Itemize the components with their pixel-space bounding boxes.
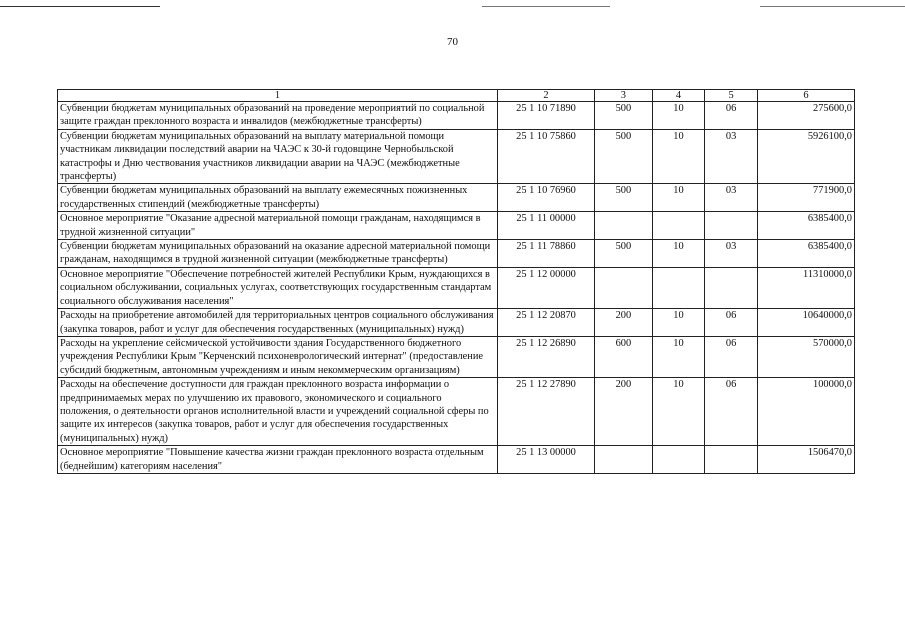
page-number: 70 — [447, 36, 458, 48]
row-name: Субвенции бюджетам муниципальных образований на выплату ежемесячных пожизненных государственных стипендий (межбюджетные трансферты) — [58, 184, 498, 212]
table-row — [58, 212, 855, 240]
table-row — [58, 336, 855, 377]
column-header-vr: 3 — [595, 90, 653, 102]
row-subsection — [705, 267, 758, 308]
row-code: 25 1 10 71890 — [497, 102, 594, 130]
row-subsection: 06 — [705, 336, 758, 377]
row-name: Основное мероприятие "Оказание адресной материальной помощи гражданам, находящимся в трудной жизненной ситуации" — [58, 212, 498, 240]
row-sum: 6385400,0 — [757, 240, 854, 268]
row-subsection: 03 — [705, 184, 758, 212]
row-name: Расходы на укрепление сейсмической устойчивости здания Государственного бюджетного учреждения Республики Крым "Керченский психоневрологический интернат" (предоставление субсидий бюджетным, автономным учреждениям и иным некоммерческим организациям) — [58, 336, 498, 377]
table-row — [58, 309, 855, 337]
row-code: 25 1 11 78860 — [497, 240, 594, 268]
row-section: 10 — [652, 336, 705, 377]
row-code: 25 1 12 00000 — [497, 267, 594, 308]
table-row — [58, 129, 855, 184]
row-sum: 11310000,0 — [757, 267, 854, 308]
table-row — [58, 184, 855, 212]
row-subsection: 06 — [705, 378, 758, 446]
row-section: 10 — [652, 102, 705, 130]
row-sum: 570000,0 — [757, 336, 854, 377]
row-subsection: 03 — [705, 129, 758, 184]
budget-table — [57, 89, 855, 474]
row-section: 10 — [652, 129, 705, 184]
row-sum: 771900,0 — [757, 184, 854, 212]
column-header-code: 2 — [497, 90, 594, 102]
row-name: Субвенции бюджетам муниципальных образований на выплату материальной помощи участникам ликвидации последствий аварии на ЧАЭС к 30-й годовщине Чернобыльской катастрофы и Дню чествования участников ликвидации аварии на ЧАЭС (межбюджетные трансферты) — [58, 129, 498, 184]
column-header-name: 1 — [58, 90, 498, 102]
row-section — [652, 446, 705, 474]
row-name: Основное мероприятие "Обеспечение потребностей жителей Республики Крым, нуждающихся в социальном обслуживании, социальных услугах, соответствующих государственным стандартам социального обслуживания населения" — [58, 267, 498, 308]
row-expense-type: 500 — [595, 129, 653, 184]
row-sum: 1506470,0 — [757, 446, 854, 474]
row-expense-type — [595, 267, 653, 308]
row-code: 25 1 13 00000 — [497, 446, 594, 474]
scan-artifact-line — [482, 6, 610, 7]
row-subsection: 06 — [705, 309, 758, 337]
column-header-sum: 6 — [757, 90, 854, 102]
row-code: 25 1 11 00000 — [497, 212, 594, 240]
row-sum: 10640000,0 — [757, 309, 854, 337]
table-row — [58, 378, 855, 446]
row-sum: 6385400,0 — [757, 212, 854, 240]
table-header-row — [58, 90, 855, 102]
row-name: Основное мероприятие "Повышение качества жизни граждан преклонного возраста отдельным (беднейшим) категориям населения" — [58, 446, 498, 474]
row-expense-type: 600 — [595, 336, 653, 377]
row-subsection — [705, 446, 758, 474]
table-row — [58, 102, 855, 130]
row-section: 10 — [652, 378, 705, 446]
row-name: Расходы на обеспечение доступности для граждан преклонного возраста информации о предпринимаемых мерах по улучшению их правового, экономического и социального положения, о деятельности органов исполнительной власти и учреждений социальной сферы по защите их интересов (закупка товаров, работ и услуг для обеспечения государственных (муниципальных) нужд) — [58, 378, 498, 446]
row-subsection: 06 — [705, 102, 758, 130]
row-expense-type — [595, 446, 653, 474]
row-code: 25 1 12 26890 — [497, 336, 594, 377]
column-header-rz: 4 — [652, 90, 705, 102]
table-row — [58, 446, 855, 474]
row-expense-type: 500 — [595, 102, 653, 130]
scan-artifact-line — [760, 6, 905, 7]
row-sum: 275600,0 — [757, 102, 854, 130]
row-section: 10 — [652, 240, 705, 268]
row-section — [652, 212, 705, 240]
row-section: 10 — [652, 309, 705, 337]
table-row — [58, 267, 855, 308]
row-expense-type: 500 — [595, 184, 653, 212]
scan-artifact-line — [0, 6, 160, 7]
row-subsection — [705, 212, 758, 240]
row-expense-type — [595, 212, 653, 240]
column-header-pr: 5 — [705, 90, 758, 102]
row-expense-type: 200 — [595, 378, 653, 446]
row-sum: 100000,0 — [757, 378, 854, 446]
row-code: 25 1 10 76960 — [497, 184, 594, 212]
row-name: Субвенции бюджетам муниципальных образований на оказание адресной материальной помощи гражданам, находящимся в трудной жизненной ситуации (межбюджетные трансферты) — [58, 240, 498, 268]
row-subsection: 03 — [705, 240, 758, 268]
row-code: 25 1 12 20870 — [497, 309, 594, 337]
row-expense-type: 200 — [595, 309, 653, 337]
row-sum: 5926100,0 — [757, 129, 854, 184]
row-code: 25 1 10 75860 — [497, 129, 594, 184]
row-section — [652, 267, 705, 308]
row-code: 25 1 12 27890 — [497, 378, 594, 446]
table-row — [58, 240, 855, 268]
row-name: Субвенции бюджетам муниципальных образований на проведение мероприятий по социальной защите граждан преклонного возраста и инвалидов (межбюджетные трансферты) — [58, 102, 498, 130]
row-name: Расходы на приобретение автомобилей для территориальных центров социального обслуживания (закупка товаров, работ и услуг для обеспечения государственных (муниципальных) нужд) — [58, 309, 498, 337]
row-section: 10 — [652, 184, 705, 212]
row-expense-type: 500 — [595, 240, 653, 268]
